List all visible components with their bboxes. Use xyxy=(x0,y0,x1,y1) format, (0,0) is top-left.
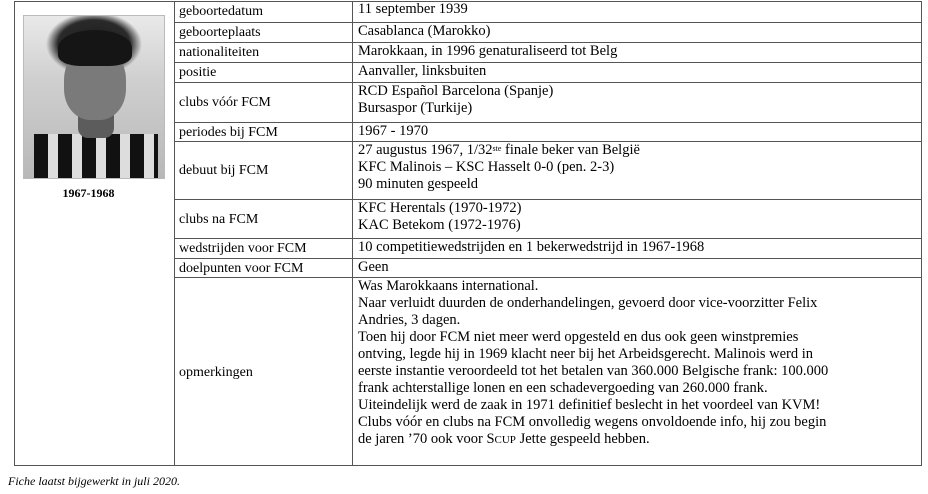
table-row xyxy=(174,277,922,466)
value-line: Aanvaller, linksbuiten xyxy=(358,63,487,79)
row-label: clubs na FCM xyxy=(174,200,352,238)
value-line: Andries, 3 dagen. xyxy=(358,312,461,328)
club-name-initial: S xyxy=(486,431,495,447)
photo-hair xyxy=(58,30,132,66)
value-line: Bursaspor (Turkije) xyxy=(358,100,473,116)
row-label: positie xyxy=(174,63,352,82)
value-line xyxy=(358,142,922,159)
row-value xyxy=(352,200,922,238)
table-row xyxy=(174,42,922,62)
debut-date-text: 27 augustus 1967, 1/32 xyxy=(358,142,493,158)
ordinal-superscript: ste xyxy=(492,144,502,153)
row-label: opmerkingen xyxy=(174,278,352,466)
value-line: Toen hij door FCM niet meer werd opgesteld en dus ook geen winstpremies xyxy=(358,329,799,345)
value-line: ontving, legde hij in 1969 klacht neer bij het Arbeidsgerecht. Malinois werd in xyxy=(358,346,814,362)
photo-caption: 1967-1968 xyxy=(62,186,115,200)
row-value xyxy=(352,23,922,42)
row-label: geboortedatum xyxy=(174,1,352,22)
table-row xyxy=(174,258,922,277)
row-value xyxy=(352,123,922,141)
row-label: debuut bij FCM xyxy=(174,142,352,199)
value-line: Uiteindelijk werd de zaak in 1971 definitief beslecht in het voordeel van KVM! xyxy=(358,397,821,413)
table-row xyxy=(174,22,922,42)
last-updated-note: Fiche laatst bijgewerkt in juli 2020. xyxy=(8,474,180,488)
value-line: Naar verluidt duurden de onderhandelingen, gevoerd door vice-voorzitter Felix xyxy=(358,295,818,311)
value-line xyxy=(358,431,922,449)
value-line: 1967 - 1970 xyxy=(358,123,429,139)
row-value xyxy=(352,239,922,258)
row-value xyxy=(352,43,922,62)
row-value xyxy=(352,83,922,122)
table-row xyxy=(174,62,922,82)
value-line: eerste instantie veroordeeld tot het betalen van 360.000 Belgische frank: 100.000 xyxy=(358,363,829,379)
photo-cell xyxy=(14,1,174,466)
value-line: Geen xyxy=(358,259,389,275)
player-photo xyxy=(23,15,165,179)
table-row xyxy=(174,238,922,258)
value-line: KFC Malinois – KSC Hasselt 0-0 (pen. 2-3) xyxy=(358,159,615,175)
debut-competition-text: finale beker van België xyxy=(501,142,640,158)
photo-shirt xyxy=(34,134,158,179)
row-value xyxy=(352,259,922,277)
value-line: 10 competitiewedstrijden en 1 bekerwedstrijd in 1967-1968 xyxy=(358,239,705,255)
row-label: nationaliteiten xyxy=(174,43,352,62)
table-row xyxy=(174,1,922,22)
row-label: clubs vóór FCM xyxy=(174,83,352,122)
row-label: doelpunten voor FCM xyxy=(174,259,352,277)
value-line: Was Marokkaans international. xyxy=(358,278,539,294)
value-line: frank achterstallige lonen en een schadevergoeding van 260.000 frank. xyxy=(358,380,768,396)
table-row xyxy=(174,122,922,141)
row-value xyxy=(352,63,922,82)
value-line: Casablanca (Marokko) xyxy=(358,23,491,39)
table-row xyxy=(174,141,922,199)
value-line: KAC Betekom (1972-1976) xyxy=(358,217,521,233)
row-label: wedstrijden voor FCM xyxy=(174,239,352,258)
remark-text: de jaren ’70 ook voor xyxy=(358,431,487,447)
table-row xyxy=(174,82,922,122)
row-label: periodes bij FCM xyxy=(174,123,352,141)
row-label: geboorteplaats xyxy=(174,23,352,42)
club-name-smallcaps: CUP xyxy=(494,434,516,446)
value-line: KFC Herentals (1970-1972) xyxy=(358,200,522,216)
row-value xyxy=(352,1,922,22)
table-row xyxy=(174,199,922,238)
value-line: Clubs vóór en clubs na FCM onvolledig wegens onvoldoende info, hij zou begin xyxy=(358,414,827,430)
row-value xyxy=(352,142,922,199)
value-line: 11 september 1939 xyxy=(358,1,468,17)
row-value xyxy=(352,278,922,466)
value-line: RCD Español Barcelona (Spanje) xyxy=(358,83,554,99)
value-line: 90 minuten gespeeld xyxy=(358,176,479,192)
remark-text: Jette gespeeld hebben. xyxy=(515,431,650,447)
value-line: Marokkaan, in 1996 genaturaliseerd tot Belg xyxy=(358,43,618,59)
